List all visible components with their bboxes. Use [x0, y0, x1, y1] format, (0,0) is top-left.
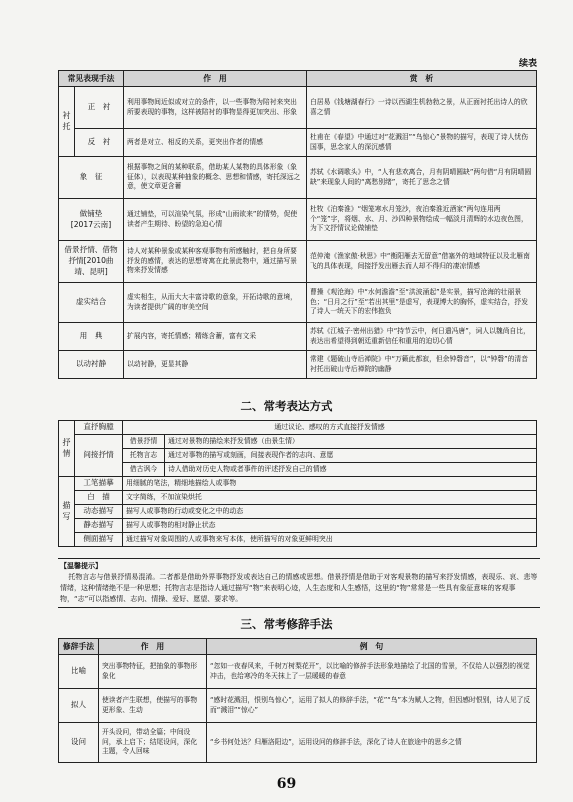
row-text: 通过对景物的描绘来抒发情感（由景生情） — [165, 435, 537, 449]
row-text: 通过议论、感叹的方式直接抒发情感 — [123, 421, 537, 435]
row-label: 静态描写 — [75, 519, 123, 533]
row-effect: 两者是对立、相反的关系，更突出作者的情感 — [124, 129, 307, 157]
tip-box — [58, 558, 540, 608]
table-row — [59, 449, 537, 463]
indirect-label: 间接抒情 — [75, 435, 123, 477]
row-example: 范仲淹《渔家傲·秋思》中“衡阳雁去无留意”借塞外的地域特征以及北雁南飞的具体表现，间接抒发出雁去而人却不得归的凄凉情感 — [307, 241, 537, 283]
sub-label: 借古讽今 — [123, 463, 165, 477]
expression-table — [58, 420, 537, 547]
table-row — [59, 519, 537, 533]
table-row — [59, 463, 537, 477]
row-text: 用细腻的笔法，精细地描绘人或事物 — [123, 477, 537, 491]
row-effect: 根据事物之间的某种联系，借助某人某物的具体形象（象征体），以表现某种抽象的概念、思想和情感，寄托深远之意，使文章更含蓄 — [124, 157, 307, 199]
table-row — [59, 351, 537, 379]
row-effect: 虚实相生，从而大大丰富诗歌的意象，开拓诗歌的意境，为读者提供广阔的审美空间 — [124, 283, 307, 323]
sub-label: 托物言志 — [123, 449, 165, 463]
table-row — [59, 533, 537, 547]
desc-group-label: 描写 — [59, 477, 75, 547]
row-example: “感时花溅泪，恨别鸟惊心”，运用了拟人的修辞手法，“花”“鸟”本为赋人之物，但因感时恨别，诗人见了反而“溅泪”“惊心” — [207, 689, 537, 723]
table-row — [59, 199, 537, 241]
table-row — [59, 505, 537, 519]
row-label: 比喻 — [59, 655, 99, 689]
row-label: 以动衬静 — [59, 351, 124, 379]
table-row — [59, 435, 537, 449]
table-row — [59, 477, 537, 491]
table-row — [59, 323, 537, 351]
row-label: 白 描 — [75, 491, 123, 505]
row-text: 描写人或事物的行动或变化之中的动态 — [123, 505, 537, 519]
row-text: 通过对事物的描写或刻画，间接表现作者的志向、意愿 — [165, 449, 537, 463]
row-example: 杜甫在《春望》中通过对“花溅泪”“鸟惊心”景物的描写，表现了诗人忧伤国事，思念家人的深沉感情 — [307, 129, 537, 157]
row-effect: 通过铺垫，可以渲染气氛，形成“山雨欲来”的情势，促使读者产生期待、盼望的急迫心情 — [124, 199, 307, 241]
row-label: 反 衬 — [75, 129, 124, 157]
row-example: “忽如一夜春风来，千树万树梨花开”，以比喻的修辞手法形象地描绘了北国的雪景，不仅给人以强烈的视觉冲击，也给寒冷的冬天抹上了一层暖暖的春意 — [207, 655, 537, 689]
row-label: 设问 — [59, 723, 99, 763]
row-text: 诗人借助对历史人物或者事件的评述抒发自己的情感 — [165, 463, 537, 477]
continued-label: 续表 — [518, 59, 537, 69]
table-row — [59, 283, 537, 323]
row-label: 做铺垫 [2017云南] — [59, 199, 124, 241]
row-effect: 扩展内容，寄托情感；精练含蓄，富有文采 — [124, 323, 307, 351]
table-row — [59, 723, 537, 763]
header-effect: 作 用 — [124, 71, 307, 87]
page-number: 69 — [276, 776, 297, 792]
row-label: 虚实结合 — [59, 283, 124, 323]
header-appreciation: 赏 析 — [307, 71, 537, 87]
row-effect: 开头设问，带动全篇；中间设问，承上启下；结尾设问，深化主题，令人回味 — [99, 723, 207, 763]
header-device: 修辞手法 — [59, 639, 99, 655]
row-example: “乡书何处达？归雁洛阳边”，运用设问的修辞手法，深化了诗人在旅途中的思乡之情 — [207, 723, 537, 763]
table-row — [59, 241, 537, 283]
table-row — [59, 689, 537, 723]
table-row — [59, 157, 537, 199]
tip-text: 托物言志与借景抒情易混淆。二者都是借助外界事物抒发或表达自己的情感或思想。借景抒情是借助于对客观景物的描写来抒发情感，表现乐、哀、悲等情绪，这种情绪绝不是一种思想；托物言志是指诗人通过描写“物”来表明心迹，人生态度和人生感悟，这里的“物”常常是一些具有象征意味的客观事物，“志”可以指感情、志向、情操、爱好、愿望、要求等。 — [60, 572, 538, 603]
row-example: 白居易《钱塘湖春行》一诗以西湖生机勃勃之景，从正面衬托出诗人的欣喜之情 — [307, 87, 537, 129]
row-example: 杜牧《泊秦淮》“烟笼寒水月笼沙，夜泊秦淮近酒家”两句连用两个“笼”字，将烟、水、月、沙四种景物绘成一幅淡月清辉的水边夜色图，为下文抒情议论做铺垫 — [307, 199, 537, 241]
header-technique: 常见表现手法 — [59, 71, 124, 87]
table-row — [59, 129, 537, 157]
header-example: 例 句 — [207, 639, 537, 655]
row-label: 动态描写 — [75, 505, 123, 519]
row-label: 直抒胸臆 — [75, 421, 123, 435]
table-header-row — [59, 71, 537, 87]
row-example: 苏轼《江城子·密州出猎》中“持节云中，何日遣冯唐”，词人以魏尚自比，表达出希望得到朝廷重新信任和重用的迫切心情 — [307, 323, 537, 351]
techniques-table — [58, 70, 537, 379]
row-effect: 使读者产生联想，使描写的事物更形象、生动 — [99, 689, 207, 723]
table-row — [59, 655, 537, 689]
row-example: 常建《题破山寺后禅院》中“万籁此都寂，但余钟磬音”，以“钟磬”的清音衬托出破山寺后禅院的幽静 — [307, 351, 537, 379]
row-effect: 利用事物间近似或对立的条件，以一些事物为陪衬来突出所要表现的事物，这样被陪衬的事物显得更加突出、形象 — [124, 87, 307, 129]
row-example: 苏轼《水调歌头》中，“人有悲欢离合，月有阴晴圆缺”两句借“月有阴晴圆缺”来现象人间的“离愁别绪”，寄托了思念之情 — [307, 157, 537, 199]
table-row — [59, 87, 537, 129]
row-label: 正 衬 — [75, 87, 124, 129]
row-example: 曹操《观沧海》中“水何澹澹”至“洪波涌起”是实景，描写沧海的壮丽景色；“日月之行”至“若出其里”是虚写，表现博大的胸怀，虚实结合，抒发了诗人一统天下的宏伟抱负 — [307, 283, 537, 323]
sub-label: 借景抒情 — [123, 435, 165, 449]
table-row — [59, 421, 537, 435]
row-label: 侧面描写 — [75, 533, 123, 547]
row-effect: 诗人对某种景象或某种客观事物有所感触时，把自身所要抒发的感情，表达的思想寄寓在此景此物中，通过描写景物来抒发情感 — [124, 241, 307, 283]
header-effect: 作 用 — [99, 639, 207, 655]
contrast-group-label: 衬托 — [59, 87, 75, 157]
table-row — [59, 491, 537, 505]
row-effect: 以动衬静，更显其静 — [124, 351, 307, 379]
section-title-expression: 二、常考表达方式 — [240, 399, 333, 413]
row-label: 用 典 — [59, 323, 124, 351]
row-text: 通过描写对象周围的人或事物来写本体，使所描写的对象更鲜明突出 — [123, 533, 537, 547]
table-header-row — [59, 639, 537, 655]
row-text: 描写人或事物的相对静止状态 — [123, 519, 537, 533]
row-effect: 突出事物特征，把抽象的事物形象化 — [99, 655, 207, 689]
row-label: 工笔描摹 — [75, 477, 123, 491]
row-label: 借景抒情、借物抒情[2010曲靖、昆明] — [59, 241, 124, 283]
row-text: 文字简练，不加渲染烘托 — [123, 491, 537, 505]
rhetoric-table — [58, 638, 537, 763]
tip-title: 【温馨提示】 — [60, 562, 102, 570]
row-label: 象 征 — [59, 157, 124, 199]
row-label: 拟人 — [59, 689, 99, 723]
section-title-rhetoric: 三、常考修辞手法 — [240, 617, 333, 631]
lyric-group-label: 抒情 — [59, 421, 75, 477]
